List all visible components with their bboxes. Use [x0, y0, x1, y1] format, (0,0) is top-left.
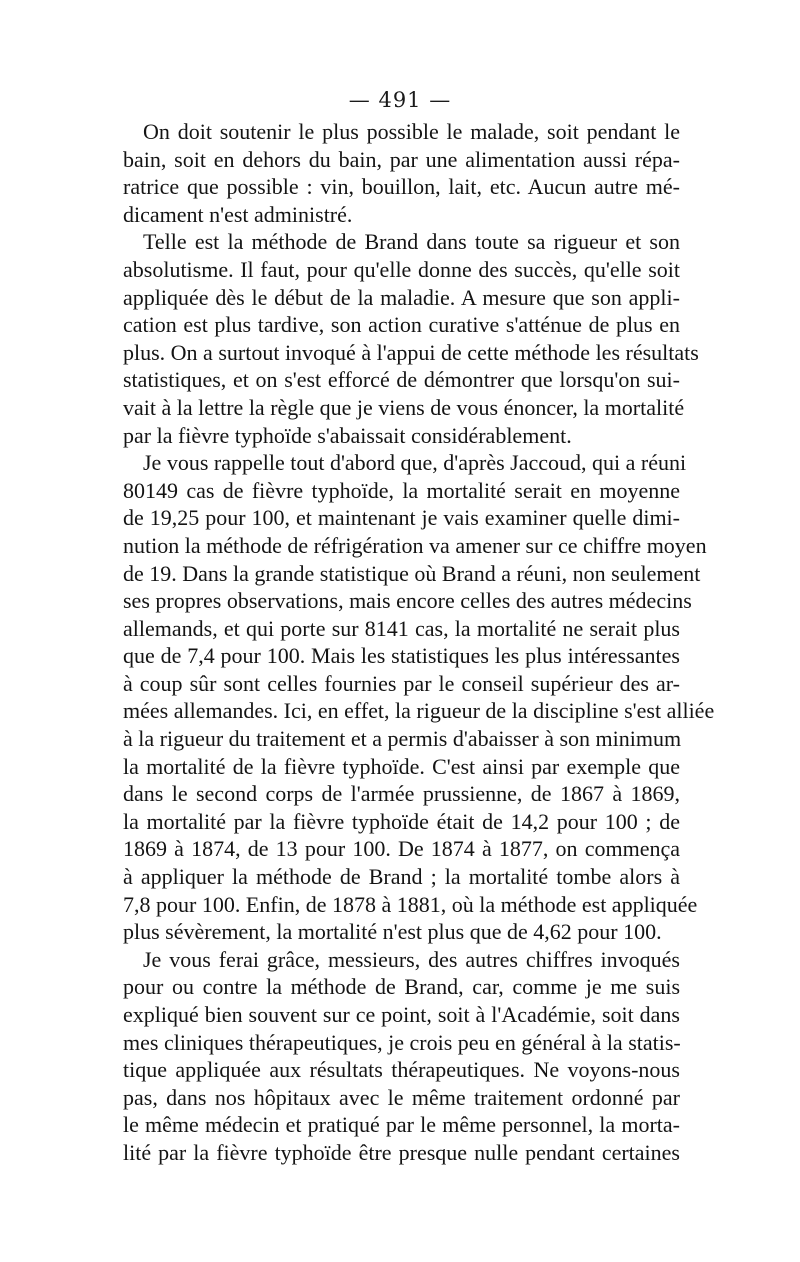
text-line: pour ou contre la méthode de Brand, car, comme je me suis: [123, 974, 680, 1000]
text-line: ratrice que possible : vin, bouillon, lait, etc. Aucun autre mé-: [123, 174, 680, 200]
text-line: nution la méthode de réfrigération va amener sur ce chiffre moyen: [123, 532, 707, 558]
text-line: à coup sûr sont celles fournies par le conseil supérieur des ar-: [123, 670, 680, 696]
page-number: — 491 —: [348, 88, 452, 112]
text-line: par la fièvre typhoïde s'abaissait considérablement.: [123, 422, 572, 448]
text-line: bain, soit en dehors du bain, par une alimentation aussi répa-: [123, 146, 680, 172]
paragraph: [123, 946, 680, 1167]
text-line: lité par la fièvre typhoïde être presque nulle pendant certaines: [123, 1139, 680, 1165]
text-line: ses propres observations, mais encore celles des autres médecins: [123, 588, 692, 614]
text-line: 80149 cas de fièvre typhoïde, la mortalité serait en moyenne: [123, 477, 680, 503]
text-line: de 19,25 pour 100, et maintenant je vais examiner quelle dimi-: [123, 505, 680, 531]
text-line: la mortalité de la fièvre typhoïde. C'est ainsi par exemple que: [123, 753, 680, 779]
text-line: Je vous ferai grâce, messieurs, des autres chiffres invoqués: [143, 946, 680, 972]
text-line: mées allemandes. Ici, en effet, la rigueur de la discipline s'est alliée: [123, 698, 715, 724]
text-line: 1869 à 1874, de 13 pour 100. De 1874 à 1877, on commença: [123, 836, 680, 862]
paragraph: [123, 449, 715, 946]
text-line: statistiques, et on s'est efforcé de démontrer que lorsqu'on sui-: [123, 367, 680, 393]
text-line: mes cliniques thérapeutiques, je crois peu en général à la statis-: [123, 1029, 681, 1055]
text-line: la mortalité par la fièvre typhoïde était de 14,2 pour 100 ; de: [123, 808, 680, 834]
text-line: vait à la lettre la règle que je viens de vous énoncer, la mortalité: [123, 394, 685, 420]
paragraph: [123, 228, 699, 449]
body-text: [123, 118, 715, 1167]
text-line: Je vous rappelle tout d'abord que, d'après Jaccoud, qui a réuni: [143, 450, 687, 476]
text-line: à la rigueur du traitement et a permis d'abaisser à son minimum: [123, 726, 682, 752]
text-line: le même médecin et pratiqué par le même personnel, la morta-: [123, 1112, 680, 1138]
text-line: à appliquer la méthode de Brand ; la mortalité tombe alors à: [123, 864, 680, 890]
text-line: que de 7,4 pour 100. Mais les statistiques les plus intéressantes: [123, 643, 680, 669]
text-line: Telle est la méthode de Brand dans toute sa rigueur et son: [143, 229, 680, 255]
text-line: plus. On a surtout invoqué à l'appui de cette méthode les résultats: [123, 339, 699, 365]
text-line: absolutisme. Il faut, pour qu'elle donne des succès, qu'elle soit: [123, 256, 680, 282]
text-line: allemands, et qui porte sur 8141 cas, la mortalité ne serait plus: [123, 615, 680, 641]
text-line: tique appliquée aux résultats thérapeutiques. Ne voyons-nous: [123, 1057, 680, 1083]
text-line: dicament n'est administré.: [123, 201, 353, 227]
text-line: dans le second corps de l'armée prussienne, de 1867 à 1869,: [123, 781, 680, 807]
text-line: 7,8 pour 100. Enfin, de 1878 à 1881, où la méthode est appliquée: [123, 891, 698, 917]
text-line: On doit soutenir le plus possible le malade, soit pendant le: [143, 119, 680, 144]
text-line: cation est plus tardive, son action curative s'atténue de plus en: [123, 312, 680, 338]
paragraph: [123, 118, 680, 228]
text-line: plus sévèrement, la mortalité n'est plus que de 4,62 pour 100.: [123, 919, 662, 945]
text-line: pas, dans nos hôpitaux avec le même traitement ordonné par: [123, 1084, 680, 1110]
text-line: expliqué bien souvent sur ce point, soit à l'Académie, soit dans: [123, 1002, 680, 1027]
text-line: appliquée dès le début de la maladie. A mesure que son appli-: [123, 284, 680, 310]
text-line: de 19. Dans la grande statistique où Brand a réuni, non seulement: [123, 560, 701, 586]
